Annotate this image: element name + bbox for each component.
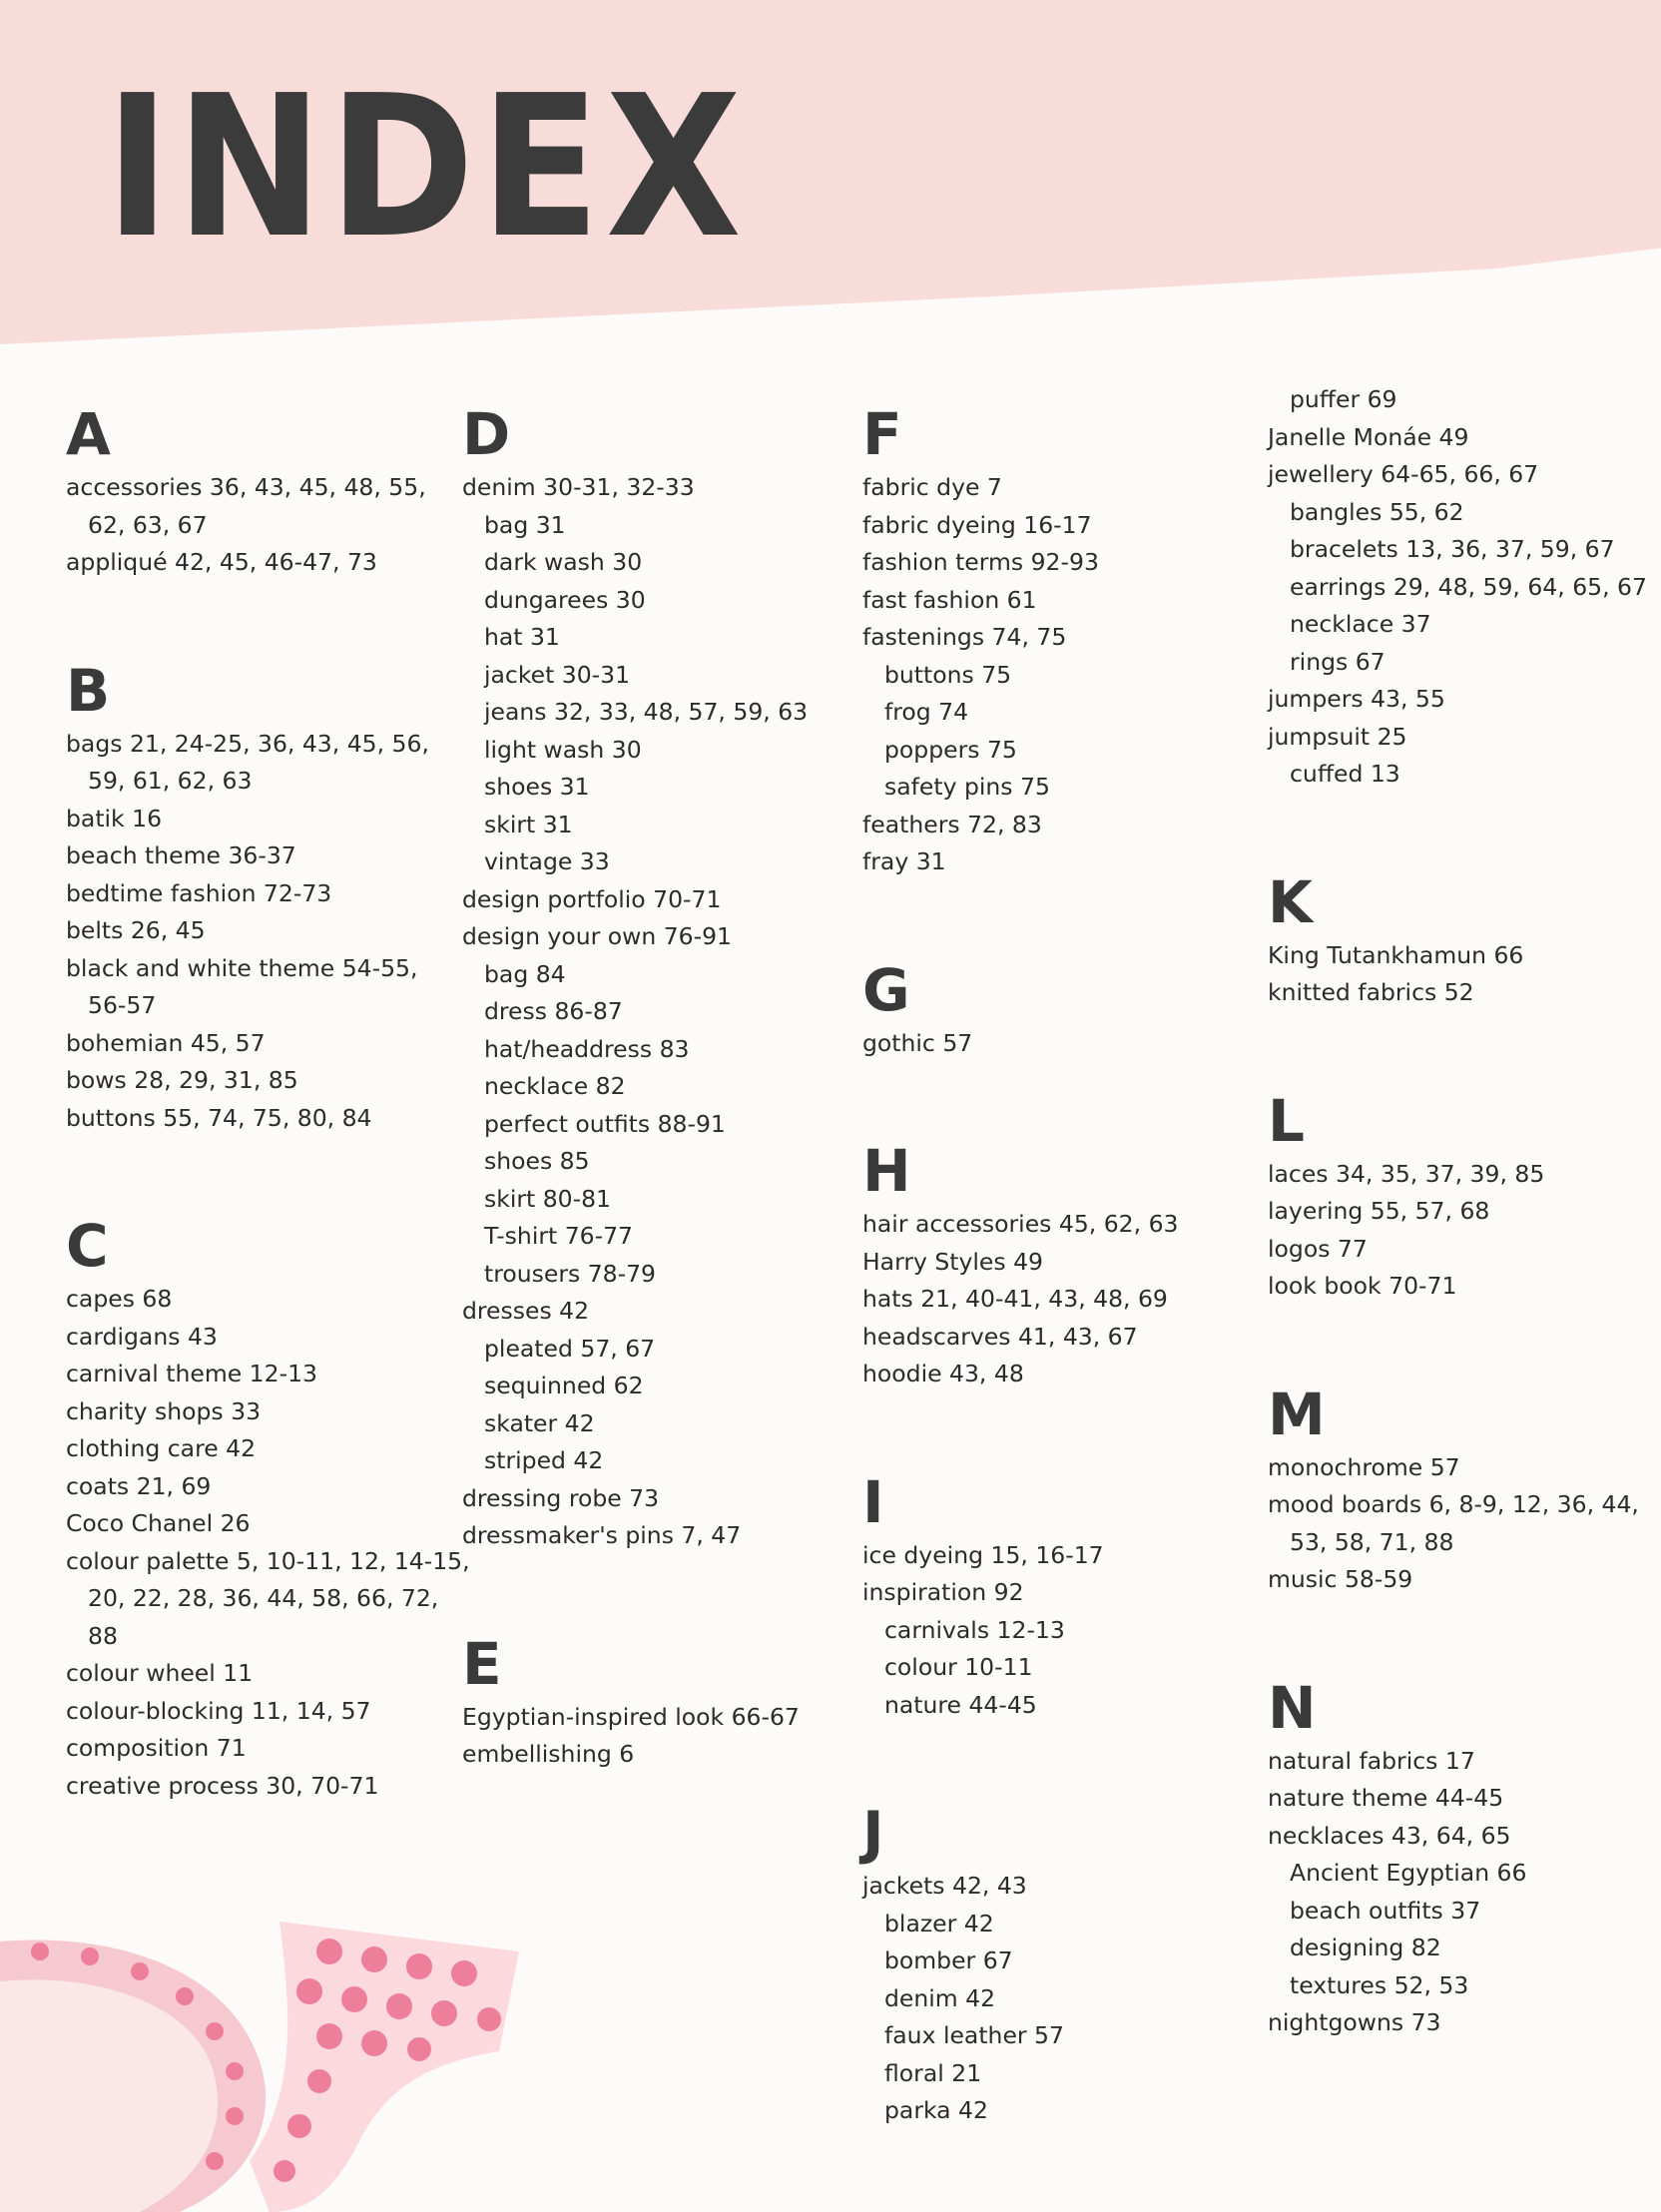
index-entry: inspiration 92 [862, 1578, 1024, 1606]
index-entry: feathers 72, 83 [862, 810, 1042, 838]
section-letter: K [1268, 867, 1313, 936]
index-entry: skirt 80-81 [484, 1184, 612, 1213]
index-entry: denim 30-31, 32-33 [462, 473, 695, 501]
index-section [862, 1136, 1178, 1393]
index-section [1268, 1086, 1647, 1306]
index-entry: colour palette 5, 10-11, 12, 14-15, [66, 1546, 470, 1575]
index-entry: natural fabrics 17 [1268, 1746, 1475, 1775]
index-entry: 62, 63, 67 [88, 510, 208, 539]
index-entry: black and white theme 54-55, [66, 953, 418, 982]
index-column-3 [862, 399, 1178, 2204]
index-entry: blazer 42 [884, 1909, 994, 1937]
index-entry: perfect outfits 88-91 [484, 1109, 726, 1138]
index-column-1 [66, 399, 470, 1879]
index-entry: jumpsuit 25 [1268, 722, 1407, 751]
index-section [1268, 1380, 1647, 1599]
index-entry: 56-57 [88, 991, 157, 1019]
index-column-4 [1268, 381, 1647, 2116]
index-entry: monochrome 57 [1268, 1452, 1460, 1481]
index-entry: frog 74 [884, 698, 969, 726]
index-entry: necklace 37 [1290, 610, 1431, 638]
index-section [862, 1467, 1178, 1725]
index-entry: music 58-59 [1268, 1565, 1413, 1593]
index-entry: bangles 55, 62 [1290, 497, 1464, 526]
index-section [462, 399, 808, 1555]
index-entry: dressmaker's pins 7, 47 [462, 1521, 742, 1549]
index-section [862, 1798, 1178, 2130]
index-entry: designing 82 [1290, 1934, 1441, 1961]
index-entry: cuffed 13 [1290, 760, 1400, 788]
index-entry: cardigans 43 [66, 1322, 218, 1351]
index-entry: dungarees 30 [484, 585, 646, 614]
index-section [1268, 867, 1647, 1012]
index-entry: Janelle Monáe 49 [1268, 422, 1469, 451]
index-entry: logos 77 [1268, 1234, 1368, 1263]
index-entry: jumpers 43, 55 [1268, 685, 1445, 713]
index-entry: fray 31 [862, 847, 946, 875]
index-entry: denim 42 [884, 1983, 996, 2012]
index-entry: fastenings 74, 75 [862, 623, 1067, 651]
index-section [862, 399, 1178, 881]
index-entry: necklaces 43, 64, 65 [1268, 1821, 1511, 1850]
index-entry: pleated 57, 67 [484, 1334, 656, 1363]
index-entry: bag 84 [484, 959, 566, 988]
index-entry: 53, 58, 71, 88 [1290, 1527, 1454, 1556]
index-entry: hat 31 [484, 623, 560, 651]
index-section [462, 1629, 808, 1774]
index-entry: nightgowns 73 [1268, 2008, 1441, 2036]
index-entry: dressing robe 73 [462, 1483, 660, 1512]
index-entry: layering 55, 57, 68 [1268, 1197, 1490, 1225]
index-entry: vintage 33 [484, 847, 610, 875]
section-letter: D [462, 400, 511, 468]
index-entry: puffer 69 [1290, 385, 1397, 413]
index-entry: laces 34, 35, 37, 39, 85 [1268, 1159, 1545, 1188]
section-letter: L [1268, 1086, 1305, 1155]
index-section [1268, 1673, 1647, 2042]
section-letter: B [66, 656, 111, 725]
index-entry: hoodie 43, 48 [862, 1360, 1024, 1387]
index-entry: design your own 76-91 [462, 922, 732, 950]
index-entry: jacket 30-31 [484, 660, 631, 689]
index-entry: colour-blocking 11, 14, 57 [66, 1696, 371, 1725]
index-entry: Ancient Egyptian 66 [1290, 1859, 1527, 1887]
index-entry: dark wash 30 [484, 548, 643, 576]
index-entry: T-shirt 76-77 [484, 1222, 633, 1250]
index-entry: composition 71 [66, 1734, 247, 1762]
index-entry: embellishing 6 [462, 1740, 635, 1768]
index-entry: nature theme 44-45 [1268, 1784, 1504, 1812]
section-letter: H [862, 1137, 911, 1205]
index-entry: rings 67 [1290, 647, 1385, 676]
index-entry: design portfolio 70-71 [462, 884, 722, 913]
index-entry: hat/headdress 83 [484, 1034, 690, 1063]
index-entry: necklace 82 [484, 1072, 626, 1100]
index-entry: faux leather 57 [884, 2021, 1064, 2049]
index-entry: dress 86-87 [484, 997, 623, 1025]
index-entry: trousers 78-79 [484, 1259, 656, 1288]
index-entry: beach theme 36-37 [66, 841, 296, 869]
index-entry: batik 16 [66, 804, 163, 832]
index-entry: safety pins 75 [884, 773, 1050, 801]
section-letter: E [462, 1629, 502, 1698]
index-entry: bags 21, 24-25, 36, 43, 45, 56, [66, 729, 429, 758]
index-entry: accessories 36, 43, 45, 48, 55, [66, 473, 426, 501]
index-entry: hair accessories 45, 62, 63 [862, 1210, 1179, 1238]
index-entry: beach outfits 37 [1290, 1896, 1481, 1925]
index-entry: buttons 75 [884, 660, 1012, 689]
index-entry: floral 21 [884, 2058, 982, 2087]
index-entry: knitted fabrics 52 [1268, 978, 1474, 1006]
index-entry: look book 70-71 [1268, 1272, 1457, 1300]
index-entry: fabric dye 7 [862, 473, 1002, 501]
washi-tape-decoration [0, 1912, 559, 2212]
index-entry: light wash 30 [484, 735, 642, 764]
section-letter: I [862, 1467, 884, 1536]
index-section [1268, 381, 1647, 794]
index-entry: ice dyeing 15, 16-17 [862, 1540, 1104, 1569]
index-entry: headscarves 41, 43, 67 [862, 1322, 1138, 1351]
index-entry: charity shops 33 [66, 1396, 262, 1425]
index-entry: earrings 29, 48, 59, 64, 65, 67 [1290, 572, 1647, 601]
index-entry: belts 26, 45 [66, 916, 206, 944]
index-entry: carnival theme 12-13 [66, 1360, 317, 1387]
index-entry: Egyptian-inspired look 66-67 [462, 1702, 800, 1731]
index-entry: Coco Chanel 26 [66, 1509, 251, 1537]
index-section [862, 955, 1178, 1063]
index-entry: colour wheel 11 [66, 1659, 254, 1687]
index-entry: bedtime fashion 72-73 [66, 878, 332, 907]
index-entry: bohemian 45, 57 [66, 1028, 266, 1057]
index-entry: buttons 55, 74, 75, 80, 84 [66, 1103, 372, 1132]
section-letter: J [862, 1799, 884, 1867]
index-entry: textures 52, 53 [1290, 1970, 1469, 1999]
index-entry: parka 42 [884, 2096, 988, 2124]
index-entry: gothic 57 [862, 1028, 973, 1057]
index-entry: skater 42 [484, 1408, 595, 1437]
index-entry: hats 21, 40-41, 43, 48, 69 [862, 1285, 1168, 1313]
section-letter: C [66, 1212, 109, 1280]
section-letter: G [862, 955, 910, 1024]
index-entry: striped 42 [484, 1446, 604, 1474]
index-entry: fashion terms 92-93 [862, 548, 1099, 576]
index-entry: fabric dyeing 16-17 [862, 510, 1092, 539]
index-entry: sequinned 62 [484, 1372, 644, 1399]
index-entry: fast fashion 61 [862, 585, 1037, 614]
index-entry: mood boards 6, 8-9, 12, 36, 44, [1268, 1490, 1639, 1518]
section-letter: F [862, 400, 902, 468]
index-section [66, 656, 470, 1138]
index-entry: appliqué 42, 45, 46-47, 73 [66, 548, 377, 576]
index-section [66, 1211, 470, 1805]
section-letter: N [1268, 1673, 1317, 1742]
index-section [66, 399, 470, 582]
index-entry: bracelets 13, 36, 37, 59, 67 [1290, 535, 1615, 563]
index-entry: 20, 22, 28, 36, 44, 58, 66, 72, [88, 1584, 439, 1612]
index-entry: King Tutankhamun 66 [1268, 940, 1524, 969]
index-entry: jewellery 64-65, 66, 67 [1268, 460, 1539, 488]
index-entry: dresses 42 [462, 1297, 590, 1325]
index-column-2 [462, 399, 808, 1848]
index-entry: poppers 75 [884, 735, 1017, 764]
index-entry: bomber 67 [884, 1946, 1013, 1974]
index-entry: shoes 85 [484, 1147, 590, 1175]
index-entry: carnivals 12-13 [884, 1615, 1065, 1644]
index-entry: skirt 31 [484, 810, 573, 838]
index-entry: capes 68 [66, 1285, 173, 1313]
index-entry: 88 [88, 1621, 118, 1650]
index-entry: jackets 42, 43 [862, 1872, 1027, 1900]
index-entry: clothing care 42 [66, 1434, 257, 1462]
index-entry: bag 31 [484, 510, 566, 539]
index-entry: shoes 31 [484, 773, 590, 801]
index-entry: colour 10-11 [884, 1653, 1033, 1681]
index-entry: Harry Styles 49 [862, 1247, 1044, 1276]
index-entry: nature 44-45 [884, 1690, 1037, 1719]
section-letter: M [1268, 1380, 1326, 1448]
index-entry: bows 28, 29, 31, 85 [66, 1066, 298, 1094]
index-entry: 59, 61, 62, 63 [88, 767, 253, 795]
index-entry: coats 21, 69 [66, 1471, 212, 1500]
index-entry: jeans 32, 33, 48, 57, 59, 63 [484, 698, 809, 726]
page-title: INDEX [105, 54, 748, 281]
index-entry: creative process 30, 70-71 [66, 1771, 379, 1800]
section-letter: A [66, 400, 111, 468]
